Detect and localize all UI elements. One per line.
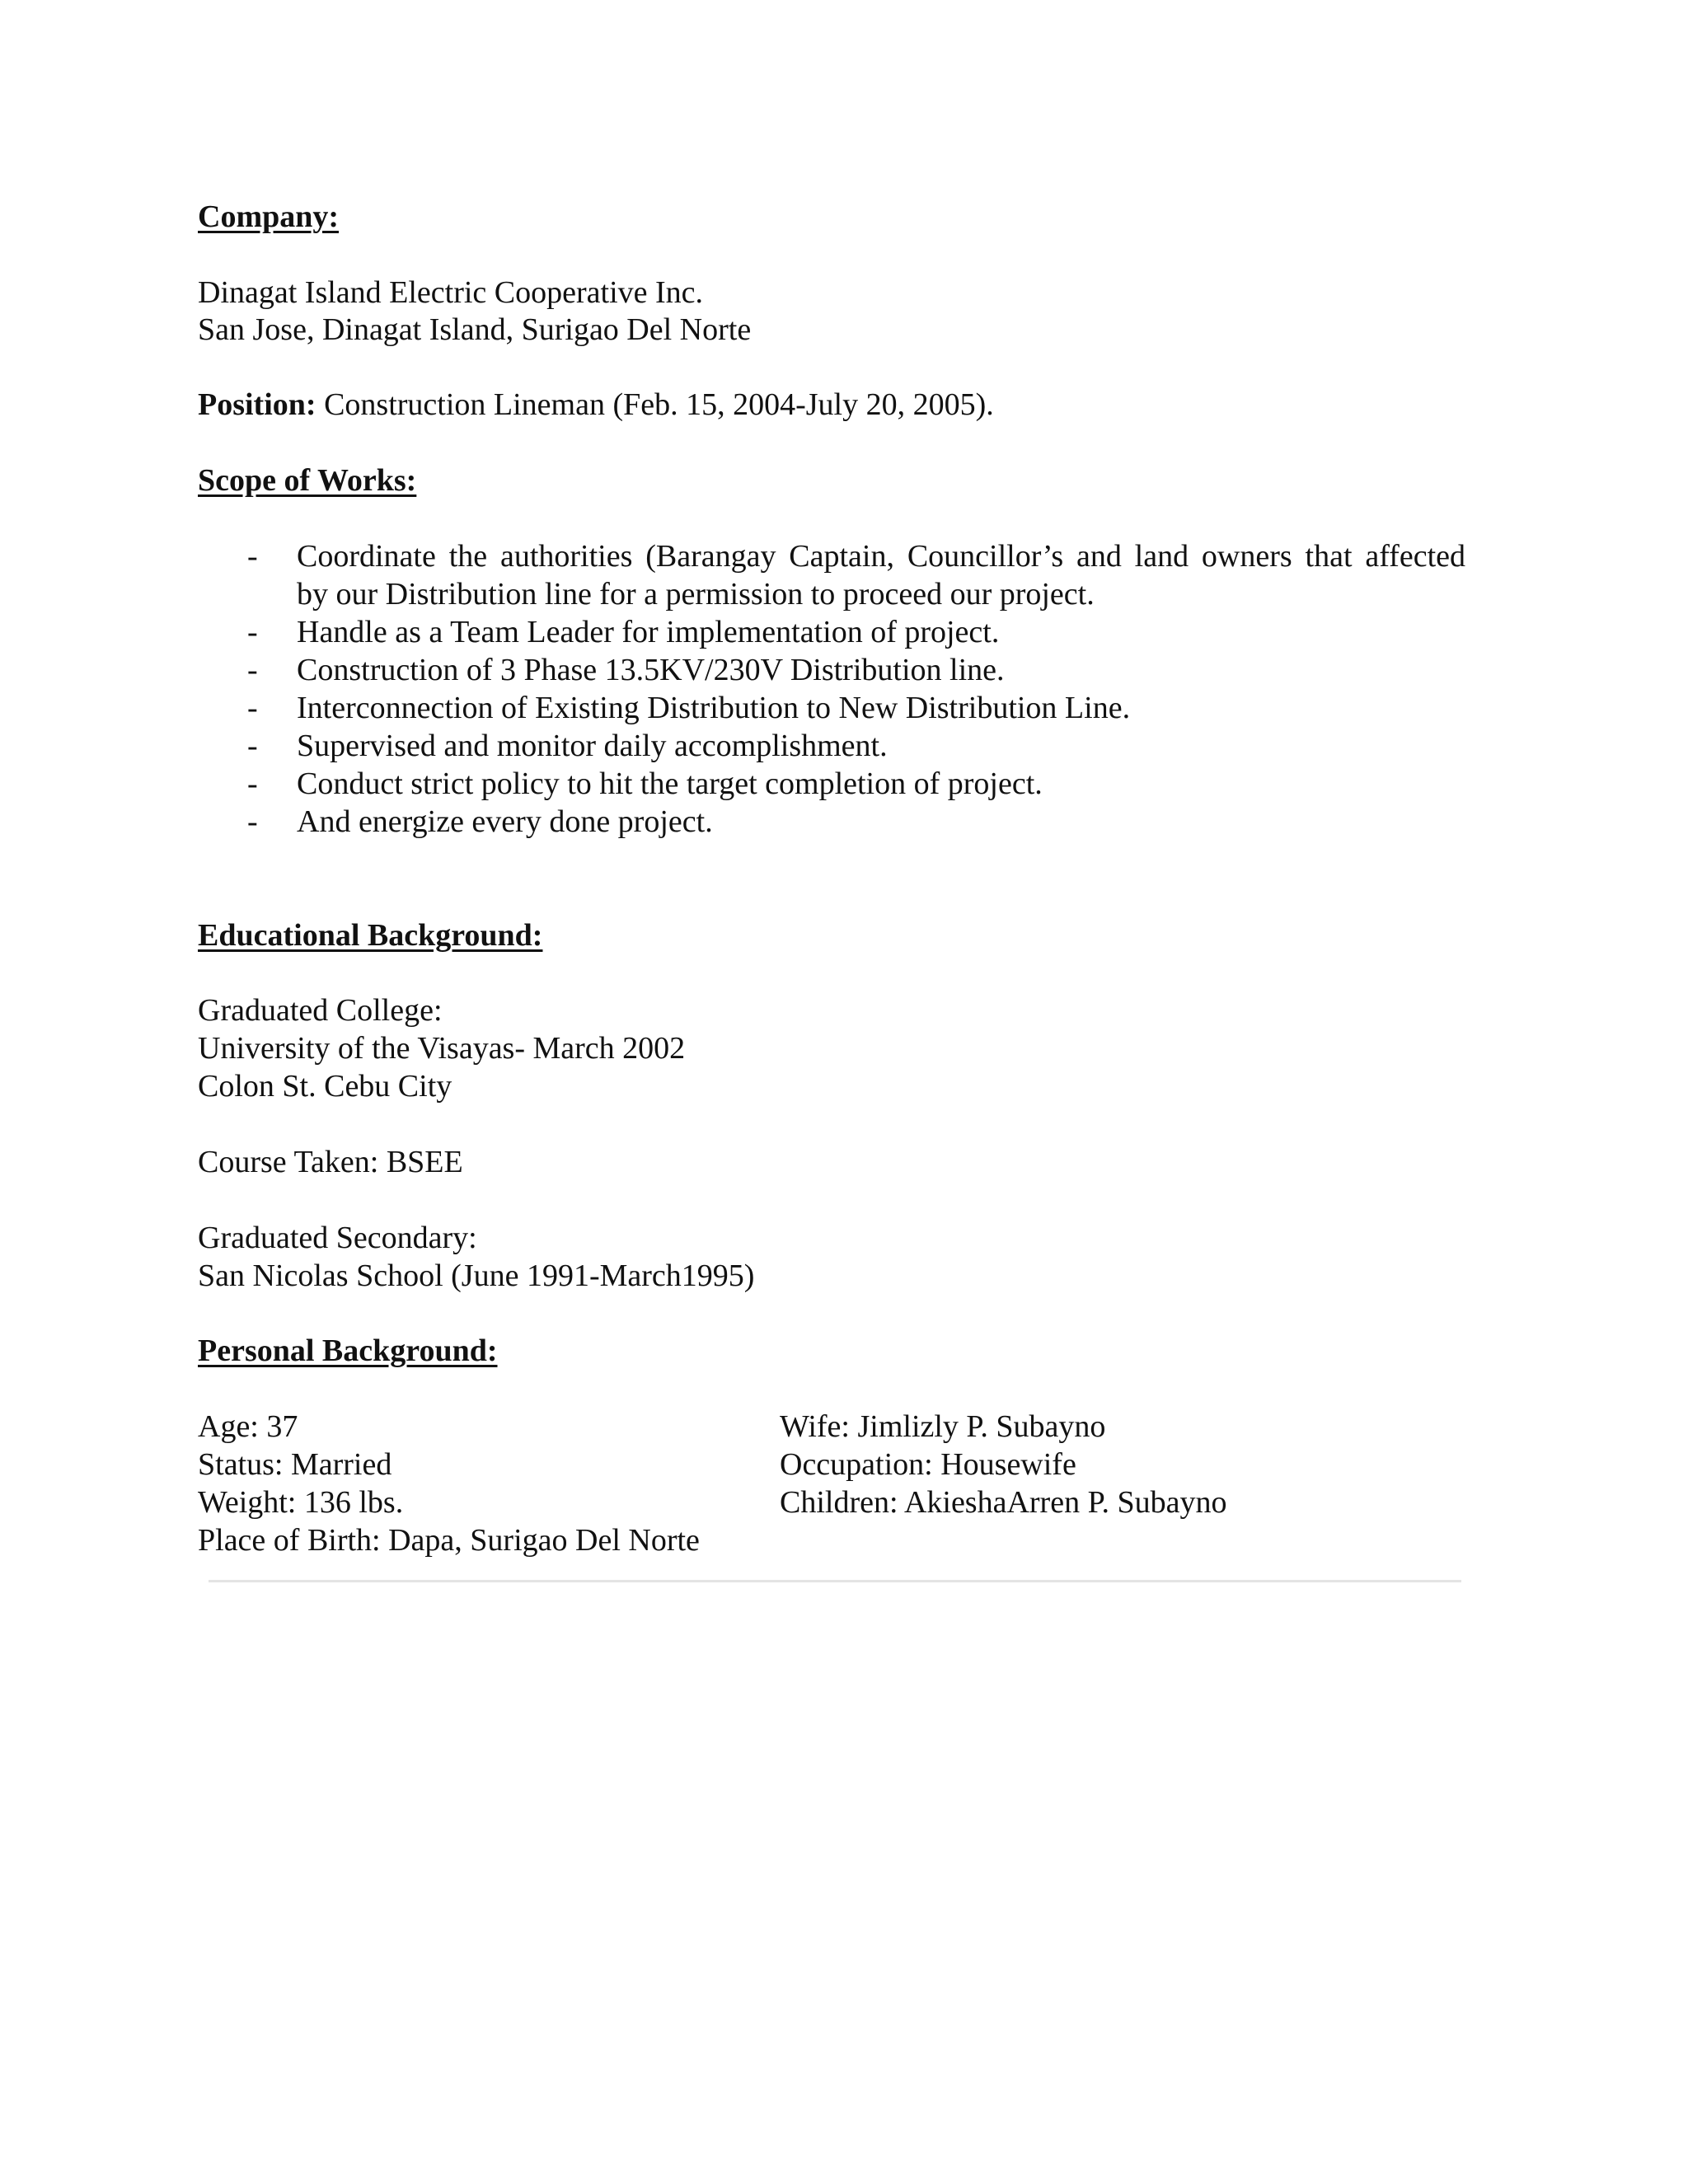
scope-item-line: Coordinate the authorities (Barangay Captain, Councillor’s and land owners that affected (297, 539, 1465, 574)
secondary-school: San Nicolas School (June 1991-March1995) (198, 1258, 755, 1293)
college-address: Colon St. Cebu City (198, 1069, 452, 1104)
personal-status: Status: Married (198, 1447, 392, 1482)
scope-item-line: And energize every done project. (297, 804, 713, 839)
scope-heading: Scope of Works: (198, 463, 417, 498)
bullet-dash: - (247, 729, 258, 763)
personal-age: Age: 37 (198, 1409, 298, 1444)
course-taken: Course Taken: BSEE (198, 1145, 463, 1179)
company-heading: Company: (198, 199, 340, 234)
personal-wife: Wife: Jimlizly P. Subayno (780, 1409, 1106, 1444)
bullet-dash: - (247, 766, 258, 801)
scope-item-line: Supervised and monitor daily accomplishment. (297, 729, 888, 763)
bullet-dash: - (247, 539, 258, 574)
personal-occupation: Occupation: Housewife (780, 1447, 1076, 1482)
secondary-label: Graduated Secondary: (198, 1221, 477, 1255)
scope-item-line: Handle as a Team Leader for implementation of project. (297, 615, 1000, 649)
personal-children: Children: AkieshaArren P. Subayno (780, 1485, 1227, 1520)
personal-weight: Weight: 136 lbs. (198, 1485, 404, 1520)
bullet-dash: - (247, 615, 258, 649)
position-label: Position: (198, 387, 316, 422)
bullet-dash: - (247, 653, 258, 687)
scope-item-line: Interconnection of Existing Distribution to New Distribution Line. (297, 691, 1131, 725)
horizontal-divider (209, 1580, 1461, 1582)
scope-item-line: Conduct strict policy to hit the target completion of project. (297, 766, 1043, 801)
bullet-dash: - (247, 691, 258, 725)
education-heading: Educational Background: (198, 918, 543, 953)
personal-heading: Personal Background: (198, 1333, 498, 1368)
position-line (198, 386, 994, 424)
college-label: Graduated College: (198, 993, 443, 1028)
company-name: Dinagat Island Electric Cooperative Inc. (198, 275, 704, 310)
scope-item-line: Construction of 3 Phase 13.5KV/230V Distribution line. (297, 653, 1005, 687)
scope-item-line: by our Distribution line for a permission to proceed our project. (297, 577, 1095, 612)
personal-birthplace: Place of Birth: Dapa, Surigao Del Norte (198, 1523, 700, 1558)
position-value: Construction Lineman (Feb. 15, 2004-July 20, 2005). (316, 387, 994, 422)
bullet-dash: - (247, 804, 258, 839)
college-school: University of the Visayas- March 2002 (198, 1031, 686, 1066)
company-address: San Jose, Dinagat Island, Surigao Del Norte (198, 312, 752, 347)
